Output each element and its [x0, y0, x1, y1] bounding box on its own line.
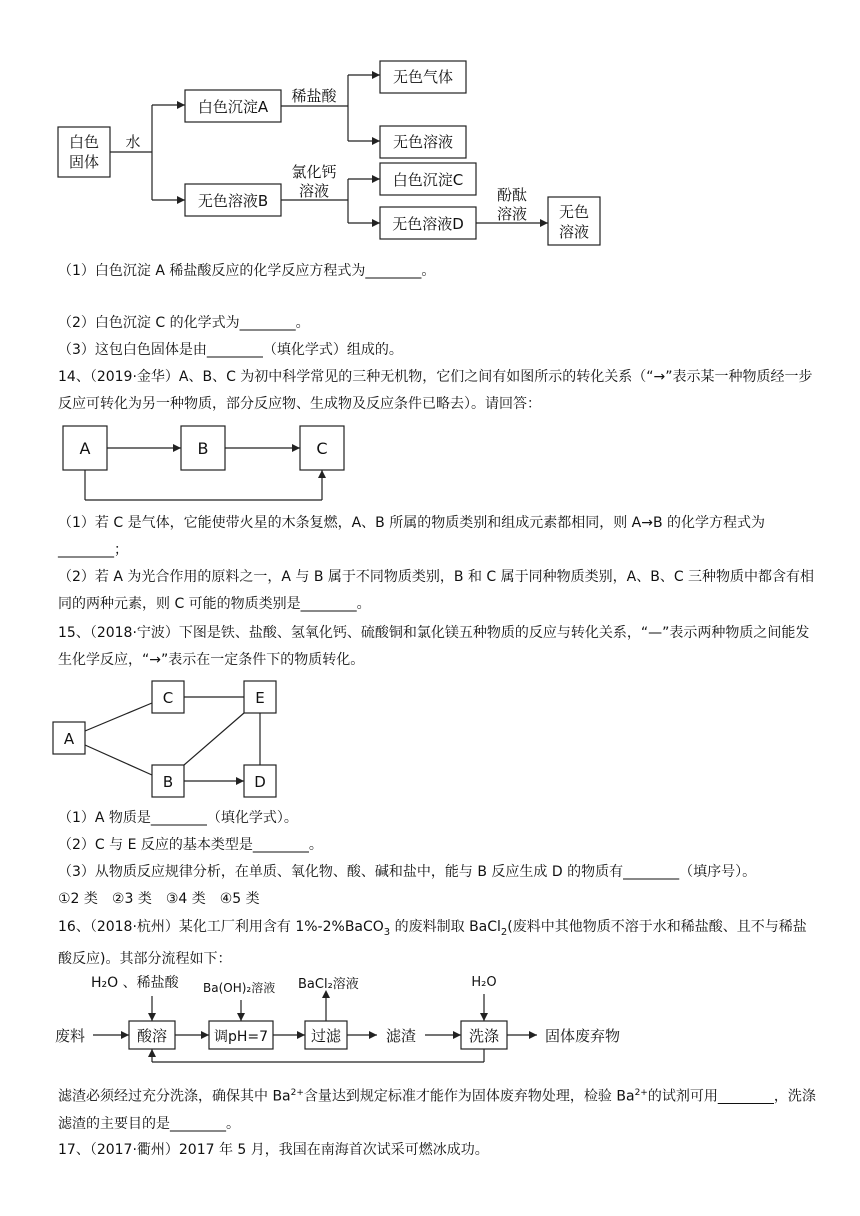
wash-label: 洗涤 — [468, 1027, 500, 1045]
precip-a-label: 白色沉淀A — [197, 98, 269, 116]
solution-d-label: 无色溶液D — [392, 215, 464, 233]
waste-label: 废料 — [55, 1027, 86, 1045]
baoh2-label: Ba(OH)₂溶液 — [203, 981, 276, 995]
dilute-hcl-label: 稀盐酸 — [291, 87, 337, 105]
q15-part3: （3）从物质反应规律分析，在单质、氧化物、酸、碱和盐中，能与 B 反应生成 D 的物质有________（填序号）。 — [58, 864, 757, 880]
white-solid-label-2: 固体 — [68, 153, 100, 171]
final-solution-label-2: 溶液 — [558, 223, 590, 241]
q14-stem: 14、（2019·金华）A、B、C 为初中科学常见的三种无机物，它们之间有如图所示的转化关系（“→”表示某一种物质经一步反应可转化为另一种物质，部分反应物、生成物及反应条件已略去）。请回答： — [58, 369, 813, 412]
q13-part3: （3）这包白色固体是由________（填化学式）组成的。 — [58, 342, 403, 358]
abc-diagram — [55, 420, 375, 505]
node-a: A — [63, 730, 75, 748]
process-flow-diagram — [55, 968, 655, 1068]
node-a: A — [79, 439, 91, 458]
filter-label: 过滤 — [310, 1027, 342, 1045]
q14-part1: （1）若 C 是气体，它能使带火星的木条复燃，A、B 所属的物质类别和组成元素都相同，则 A→B 的化学方程式为________； — [58, 515, 766, 558]
cacl2-label-2: 溶液 — [298, 182, 330, 200]
solution-b-label: 无色溶液B — [197, 192, 269, 210]
bacl2-label: BaCl₂溶液 — [298, 977, 359, 992]
reaction-network-diagram — [50, 675, 290, 800]
node-d: D — [254, 773, 266, 791]
q15-options: ①2 类 ②3 类 ③4 类 ④5 类 — [58, 891, 260, 907]
q16-body: 滤渣必须经过充分洗涤，确保其中 $Ba^{2+}$含量达到规定标准才能作为固体废弃物处理，检验 $Ba^{2+}$的试剂可用________，洗涤滤渣的主要目的是________。 — [58, 1088, 816, 1132]
node-c: C — [316, 439, 328, 458]
phenolphthalein-label-2: 溶液 — [496, 205, 528, 223]
node-b: B — [197, 439, 209, 458]
precip-c-label: 白色沉淀C — [392, 171, 464, 189]
q15-part2: （2）C 与 E 反应的基本类型是________。 — [58, 837, 323, 853]
identification-diagram — [50, 55, 650, 250]
q13-part1: （1）白色沉淀 A 稀盐酸反应的化学反应方程式为________。 — [58, 263, 436, 279]
h2o-hcl-label: H₂O 、稀盐酸 — [91, 975, 179, 991]
h2o-label: H₂O — [471, 975, 497, 990]
cacl2-label-1: 氯化钙 — [291, 163, 337, 181]
node-e: E — [255, 689, 265, 707]
white-solid-label-1: 白色 — [68, 133, 100, 151]
q14-part2: （2）若 A 为光合作用的原料之一，A 与 B 属于不同物质类别，B 和 C 属于同种物质类别，A、B、C 三种物质中都含有相同的两种元素，则 C 可能的物质类别是________。 — [58, 569, 815, 612]
adjust-ph-label: 调pH=7 — [213, 1029, 269, 1045]
final-solution-label-1: 无色 — [558, 203, 590, 221]
acid-dissolve-label: 酸溶 — [136, 1027, 168, 1045]
q13-part2: （2）白色沉淀 C 的化学式为________。 — [58, 315, 310, 331]
q17-stem: 17、（2017·衢州）2017 年 5 月，我国在南海首次试采可燃冰成功。 — [58, 1142, 489, 1158]
residue-label: 滤渣 — [385, 1027, 417, 1045]
q15-part1: （1）A 物质是________（填化学式）。 — [58, 810, 298, 826]
phenolphthalein-label-1: 酚酞 — [496, 186, 528, 204]
colorless-gas-label: 无色气体 — [392, 68, 454, 86]
solid-waste-label: 固体废弃物 — [545, 1027, 621, 1045]
q16-stem: 16、（2018·杭州）某化工厂利用含有 1%-2%BaCO$_3$ 的废料制取 BaCl$_2$(废料中其他物质不溶于水和稀盐酸、且不与稀盐酸反应)。其部分流程如下： — [58, 919, 807, 967]
q15-stem: 15、（2018·宁波）下图是铁、盐酸、氢氧化钙、硫酸铜和氯化镁五种物质的反应与转化关系，“—”表示两种物质之间能发生化学反应，“→”表示在一定条件下的物质转化。 — [58, 625, 810, 668]
node-c: C — [162, 689, 174, 707]
node-b: B — [162, 773, 174, 791]
colorless-solution-label: 无色溶液 — [392, 133, 454, 151]
water-label: 水 — [125, 133, 141, 151]
